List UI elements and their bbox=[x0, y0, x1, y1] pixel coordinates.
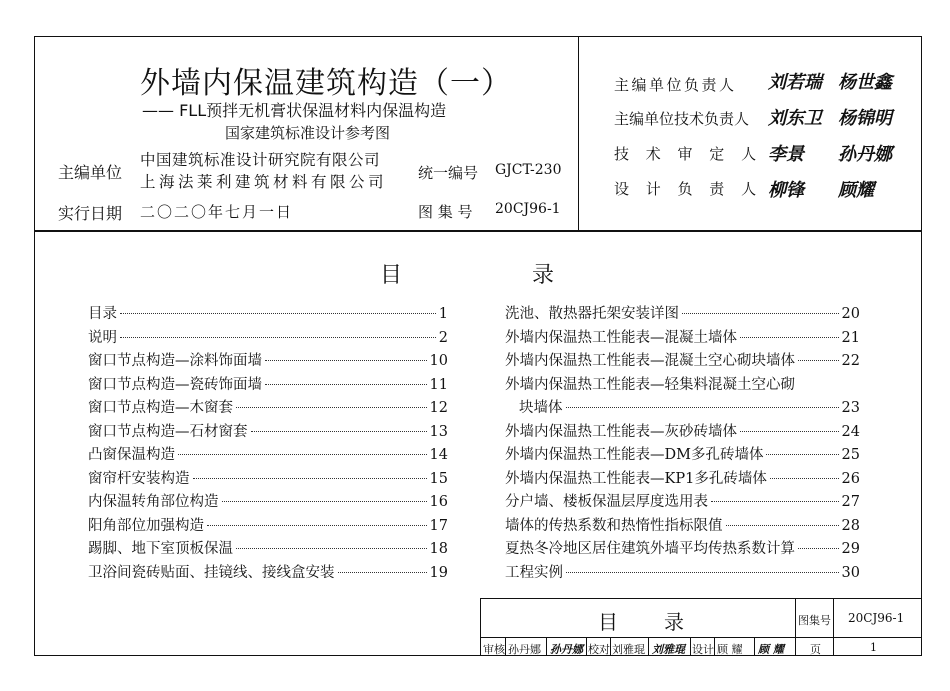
toc-leader-dots bbox=[251, 431, 427, 432]
editor-org-2: 上海法莱利建筑材料有限公司 bbox=[140, 173, 388, 191]
resp-label-3: 技 术 审 定 人 bbox=[614, 145, 763, 163]
signature-r3a: 李景 bbox=[768, 144, 804, 165]
toc-entry-page: 13 bbox=[429, 423, 448, 440]
signature-r1b: 杨世鑫 bbox=[838, 72, 892, 93]
toc-entry-title: 窗口节点构造—瓷砖饰面墙 bbox=[88, 376, 262, 393]
toc-entry bbox=[88, 373, 448, 394]
toc-entry-page: 15 bbox=[429, 470, 448, 487]
toc-entry bbox=[505, 561, 860, 582]
toc-leader-dots bbox=[798, 360, 839, 361]
design-label: 设计 bbox=[692, 643, 714, 656]
titleblock-atlas-label: 图集号 bbox=[798, 614, 831, 627]
toc-entry-title: 夏热冬冷地区居住建筑外墙平均传热系数计算 bbox=[505, 541, 795, 557]
page-title: 外墙内保温建筑构造（一） bbox=[140, 66, 512, 101]
header-divider bbox=[578, 36, 579, 231]
editor-org-1: 中国建筑标准设计研究院有限公司 bbox=[140, 151, 381, 169]
toc-leader-dots bbox=[566, 572, 839, 573]
signature-r2a: 刘东卫 bbox=[768, 108, 822, 129]
titleblock-col-1 bbox=[795, 598, 796, 656]
toc-leader-dots bbox=[193, 478, 427, 479]
toc-entry bbox=[505, 420, 860, 441]
toc-entry-title: 内保温转角部位构造 bbox=[88, 494, 219, 510]
tb-sep-4 bbox=[610, 637, 611, 656]
checker-name: 刘雅琨 bbox=[612, 643, 645, 656]
titleblock-col-2 bbox=[833, 598, 834, 656]
toc-entry bbox=[88, 467, 448, 488]
toc-entry-page: 22 bbox=[841, 353, 860, 369]
toc-entry-title: 踢脚、地下室顶板保温 bbox=[88, 541, 233, 557]
toc-entry-title: 外墙内保温热工性能表—混凝土墙体 bbox=[505, 329, 737, 346]
toc-entry-page: 1 bbox=[438, 306, 448, 322]
code-value: GJCT-230 bbox=[495, 162, 562, 178]
toc-entry-title: 目录 bbox=[88, 306, 117, 322]
toc-entry bbox=[88, 514, 448, 535]
toc-entry-title: 分户墙、楼板保温层厚度选用表 bbox=[505, 494, 708, 510]
toc-leader-dots bbox=[236, 407, 427, 408]
resp-label-1: 主编单位负责人 bbox=[614, 76, 737, 94]
toc-entry-page: 20 bbox=[841, 306, 860, 322]
toc-entry-page: 17 bbox=[429, 517, 448, 534]
toc-entry-title: 凸窗保温构造 bbox=[88, 447, 175, 463]
toc-entry-page: 25 bbox=[841, 447, 860, 463]
toc-leader-dots bbox=[207, 525, 427, 526]
resp-label-2: 主编单位技术负责人 bbox=[614, 110, 750, 128]
page-label: 页 bbox=[810, 643, 821, 656]
titleblock-name: 目录 bbox=[598, 610, 730, 634]
toc-entry bbox=[505, 537, 860, 558]
toc-entry-page: 21 bbox=[841, 329, 860, 346]
check-label: 校对 bbox=[588, 643, 610, 656]
toc-entry-title: 外墙内保温热工性能表—DM多孔砖墙体 bbox=[505, 447, 764, 463]
toc-entry-page: 18 bbox=[429, 541, 448, 557]
atlas-label: 图 集 号 bbox=[418, 203, 473, 221]
toc-entry-title: 窗帘杆安装构造 bbox=[88, 470, 190, 487]
toc-entry-title: 工程实例 bbox=[505, 564, 563, 581]
toc-leader-dots bbox=[740, 431, 839, 432]
editor-label: 主编单位 bbox=[58, 163, 123, 182]
toc-entry-title: 墙体的传热系数和热惰性指标限值 bbox=[505, 517, 723, 534]
toc-entry-title: 窗口节点构造—木窗套 bbox=[88, 400, 233, 416]
page-value: 1 bbox=[870, 641, 877, 654]
toc-leader-dots bbox=[770, 478, 839, 479]
toc-entry bbox=[88, 537, 448, 558]
code-label: 统一编号 bbox=[418, 164, 479, 182]
toc-entry-page: 26 bbox=[841, 470, 860, 487]
toc-entry-page: 14 bbox=[429, 447, 448, 463]
toc-entry-title: 窗口节点构造—涂料饰面墙 bbox=[88, 353, 262, 369]
toc-entry bbox=[88, 443, 448, 464]
resp-label-4: 设 计 负 责 人 bbox=[614, 180, 763, 198]
toc-leader-dots bbox=[222, 501, 427, 502]
toc-entry-title: 窗口节点构造—石材窗套 bbox=[88, 423, 248, 440]
toc-entry bbox=[505, 373, 860, 394]
signature-r1a: 刘若瑞 bbox=[768, 72, 822, 93]
toc-leader-dots bbox=[740, 337, 839, 338]
signature-r4a: 柳锋 bbox=[768, 180, 804, 201]
toc-entry-title: 阳角部位加强构造 bbox=[88, 517, 204, 534]
toc-leader-dots bbox=[236, 548, 427, 549]
page-subtitle: —— FLL预拌无机膏状保温材料内保温构造 bbox=[142, 101, 447, 120]
toc-entry-page: 10 bbox=[429, 353, 448, 369]
date-value: 二〇二〇年七月一日 bbox=[140, 203, 294, 221]
signature-r3b: 孙丹娜 bbox=[838, 144, 892, 165]
toc-entry-page: 19 bbox=[429, 564, 448, 581]
toc-entry-page: 29 bbox=[841, 541, 860, 557]
toc-entry bbox=[88, 396, 448, 417]
toc-entry-page: 11 bbox=[429, 376, 448, 393]
toc-entry bbox=[519, 396, 860, 417]
titleblock-atlas-value: 20CJ96-1 bbox=[848, 611, 905, 625]
toc-leader-dots bbox=[711, 501, 839, 502]
toc-entry bbox=[505, 467, 860, 488]
toc-heading: 目录 bbox=[380, 263, 685, 288]
toc-leader-dots bbox=[682, 313, 839, 314]
tb-sep-1 bbox=[505, 637, 506, 656]
toc-entry-title: 块墙体 bbox=[519, 400, 563, 416]
toc-entry bbox=[505, 302, 860, 323]
reviewer-signature: 孙丹娜 bbox=[550, 643, 583, 656]
toc-entry-title: 外墙内保温热工性能表—混凝土空心砌块墙体 bbox=[505, 353, 795, 369]
toc-entry-title: 外墙内保温热工性能表—KP1多孔砖墙体 bbox=[505, 470, 767, 487]
tb-sep-7 bbox=[714, 637, 715, 656]
signature-r4b: 顾耀 bbox=[838, 180, 874, 201]
tb-sep-6 bbox=[690, 637, 691, 656]
toc-entry bbox=[505, 349, 860, 370]
toc-entry bbox=[505, 326, 860, 347]
toc-entry bbox=[505, 514, 860, 535]
header-bottom-rule bbox=[34, 230, 922, 232]
tb-sep-2 bbox=[546, 637, 547, 656]
tb-sep-3 bbox=[586, 637, 587, 656]
toc-entry-page: 16 bbox=[429, 494, 448, 510]
designer-signature: 顾 耀 bbox=[758, 643, 784, 656]
toc-entry-title: 说明 bbox=[88, 329, 117, 346]
toc-entry-page: 23 bbox=[841, 400, 860, 416]
toc-entry bbox=[88, 302, 448, 323]
toc-entry-title: 洗池、散热器托架安装详图 bbox=[505, 306, 679, 322]
toc-leader-dots bbox=[120, 337, 436, 338]
review-label: 审核 bbox=[483, 643, 505, 656]
toc-entry-page: 12 bbox=[429, 400, 448, 416]
toc-entry-title: 外墙内保温热工性能表—灰砂砖墙体 bbox=[505, 423, 737, 440]
toc-entry-title: 卫浴间瓷砖贴面、挂镜线、接线盒安装 bbox=[88, 564, 335, 581]
reviewer-name: 孙丹娜 bbox=[508, 643, 541, 656]
toc-leader-dots bbox=[120, 313, 436, 314]
toc-entry-page: 2 bbox=[438, 329, 448, 346]
tb-sep-5 bbox=[648, 637, 649, 656]
toc-entry bbox=[88, 490, 448, 511]
toc-leader-dots bbox=[265, 360, 427, 361]
toc-entry-page: 27 bbox=[841, 494, 860, 510]
tb-sep-8 bbox=[754, 637, 755, 656]
toc-entry bbox=[88, 420, 448, 441]
toc-entry-page: 24 bbox=[841, 423, 860, 440]
designer-name: 顾 耀 bbox=[717, 643, 743, 656]
standard-type: 国家建筑标准设计参考图 bbox=[225, 124, 391, 142]
toc-leader-dots bbox=[178, 454, 427, 455]
toc-leader-dots bbox=[798, 548, 839, 549]
atlas-value: 20CJ96-1 bbox=[495, 201, 561, 217]
date-label: 实行日期 bbox=[58, 204, 123, 223]
checker-signature: 刘雅琨 bbox=[652, 643, 685, 656]
toc-entry bbox=[88, 349, 448, 370]
toc-leader-dots bbox=[566, 407, 839, 408]
toc-entry bbox=[505, 443, 860, 464]
toc-entry-page: 30 bbox=[841, 564, 860, 581]
toc-leader-dots bbox=[338, 572, 427, 573]
titleblock-left-rule bbox=[480, 598, 481, 656]
toc-leader-dots bbox=[265, 384, 427, 385]
toc-entry-page: 28 bbox=[841, 517, 860, 534]
titleblock-top-rule bbox=[480, 598, 922, 599]
toc-entry bbox=[88, 326, 448, 347]
toc-leader-dots bbox=[766, 454, 838, 455]
toc-leader-dots bbox=[726, 525, 839, 526]
toc-entry-title: 外墙内保温热工性能表—轻集料混凝土空心砌 bbox=[505, 376, 795, 393]
toc-entry bbox=[88, 561, 448, 582]
signature-r2b: 杨锦明 bbox=[838, 108, 892, 129]
toc-entry bbox=[505, 490, 860, 511]
